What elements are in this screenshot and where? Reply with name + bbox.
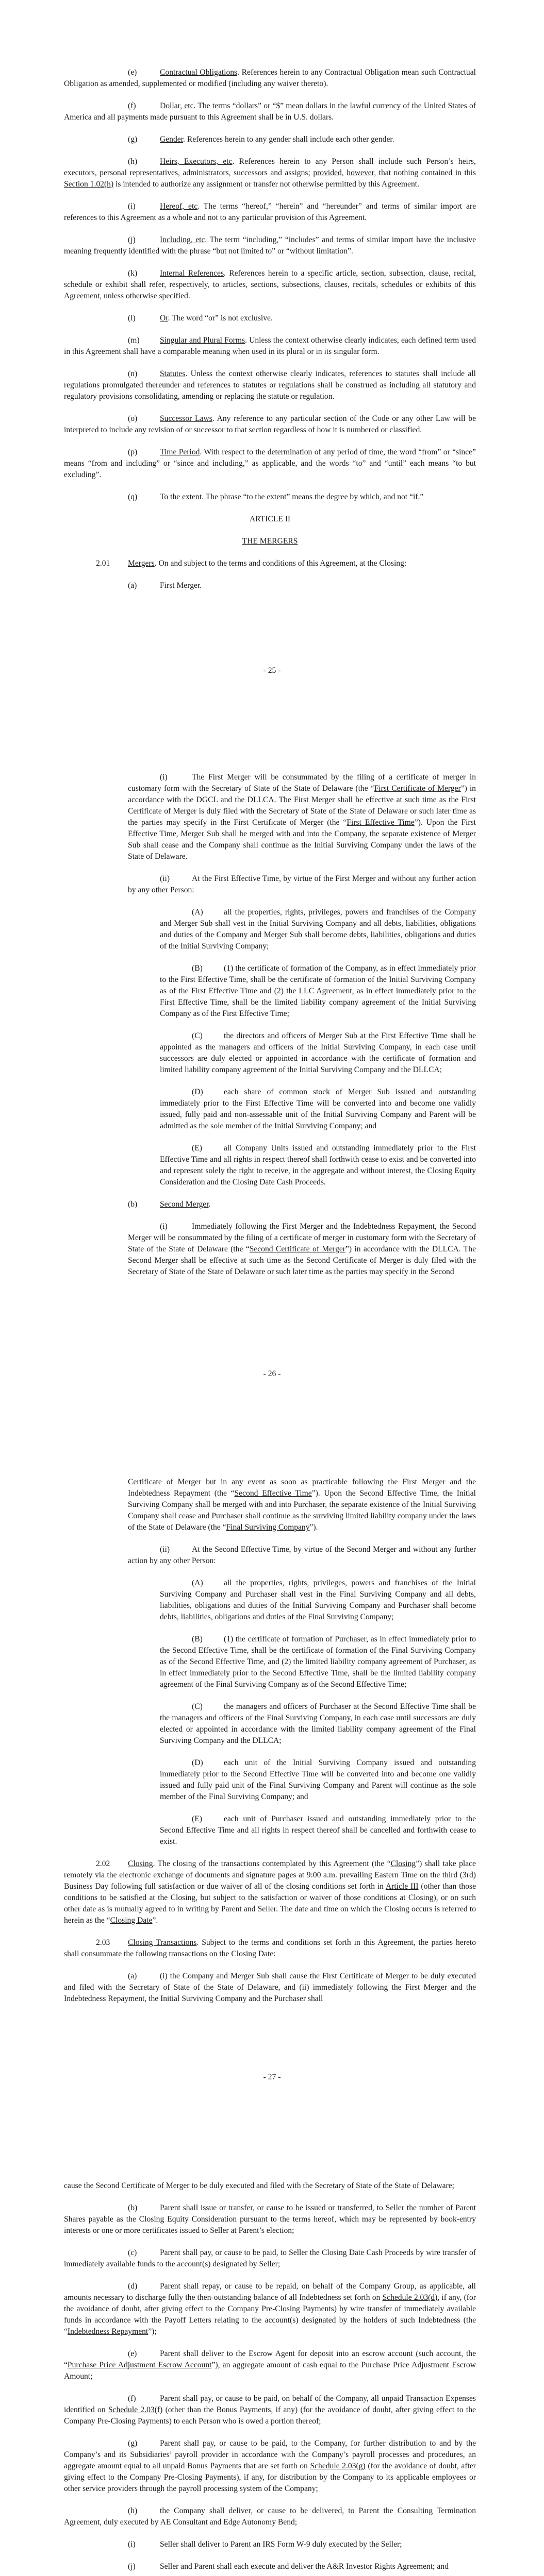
defined-term: Second Certificate of Merger [249, 1245, 345, 1253]
clause-k: (k) Internal References. References herein to a specific article, section, subsection, clause, recital, schedule or exhibit shall refer, respectively, to articles, sections, subsections, clauses, recitals, schedules or exhibits of this Agreement, unless otherwise specified. [64, 269, 476, 300]
clause-heading: Second Merger [160, 1200, 209, 1209]
page-number: - 25 - [263, 666, 281, 675]
defined-term: Final Surviving Company [226, 1523, 310, 1532]
defined-term: First Effective Time [347, 818, 415, 827]
page-body [64, 2180, 476, 2576]
clause-l: (l) Or. The word “or” is not exclusive. [128, 314, 273, 323]
page-26 [0, 703, 544, 1406]
page-number: - 26 - [263, 1369, 281, 1378]
clause-b: (b) Second Merger. [128, 1200, 211, 1209]
clause-heading: Singular and Plural Forms [160, 336, 245, 345]
section-2-03-a-continued: cause the Second Certificate of Merger to be duly executed and filed with the Secretary of State of the State of Delaware; [64, 2181, 455, 2190]
clause-heading: To the extent [160, 493, 202, 501]
section-2-03-c: (c) Parent shall pay, or cause to be paid, to Seller the Closing Date Cash Proceeds by wire transfer of immediately available funds to the account(s) designated by Seller; [64, 2248, 476, 2268]
section-reference: Section 1.02(h) [64, 180, 114, 189]
section-heading: Closing [128, 1859, 153, 1868]
clause-heading: Heirs, Executors, etc [160, 157, 233, 166]
clause-a-i: (i) The First Merger will be consummated by the filing of a certificate of merger in customary form with the Secretary of State of the State of Delaware (the “First Certificate of Merger”) in accordance with the DGCL and the DLLCA. The First Merger shall be effective at such time as the First Certificate of Merger is duly filed with the Secretary of State of the State of Delaware or such later time as the parties may specify in the First Certificate of Merger (the “First Effective Time”). Upon the First Effective Time, Merger Sub shall be merged with and into the Company, the separate existence of Merger Sub shall cease and the Company shall continue as the Initial Surviving Company under the laws of the State of Delaware. [128, 773, 476, 861]
clause-i: (i) Hereof, etc. The terms “hereof,” “herein” and “hereunder” and terms of similar import are references to this Agreement as a whole and not to any particular provision of this Agreement. [64, 202, 476, 222]
clause-a-ii-D: (D) each share of common stock of Merger Sub issued and outstanding immediately prior to the First Effective Time will be converted into and become one validly issued, fully paid and non-assessable unit of the Initial Surviving Company and Parent will be admitted as the sole member of the Initial Surviving Company; and [160, 1088, 476, 1130]
section-2-03-g: (g) Parent shall pay, or cause to be paid, to the Company, for further distribution to and by the Company’s and its Subsidiaries’ payroll provider in accordance with the Company’s payroll processes and procedures, an aggregate amount equal to all unpaid Bonus Payments that are set forth on Schedule 2.03(g) (for the avoidance of doubt, after giving effect to the Company Pre-Closing Payments), if any, for distribution by the Company to its applicable employees or other service providers through the payroll processing system of the Company; [64, 2439, 476, 2493]
defined-term: Second Effective Time [234, 1489, 312, 1498]
clause-j: (j) Including, etc. The term “including,” “includes” and terms of similar import have the inclusive meaning frequently identified with the phrase “but not limited to” or “without limitation”. [64, 235, 476, 256]
page-body [64, 67, 476, 591]
schedule-reference: Schedule 2.03(g) [310, 2462, 366, 2470]
clause-a-ii-A: (A) all the properties, rights, privileges, powers and franchises of the Company and Merger Sub shall vest in the Initial Surviving Company and all debts, liabilities, obligations and duties of the Company and Merger Sub shall become debts, liabilities, obligations and duties of the Initial Surviving Company; [160, 908, 476, 951]
page-body [64, 772, 476, 1278]
section-2-03-h: (h) the Company shall deliver, or cause to be delivered, to Parent the Consulting Termination Agreement, duly executed by AE Consultant and Edge Autonomy Bend; [64, 2506, 476, 2527]
section-2-03-a: (a) (i) the Company and Merger Sub shall cause the First Certificate of Merger to be duly executed and filed with the Secretary of State of the State of Delaware, and (ii) immediately following the First Merger and the Indebtedness Repayment, the Initial Surviving Company and the Purchaser shall [64, 1972, 476, 2003]
page-number: - 27 - [263, 2073, 281, 2081]
clause-heading: Hereof, etc [160, 202, 198, 211]
page-25 [0, 0, 544, 703]
clause-heading: Statutes [160, 369, 186, 378]
clause-b-ii-B: (B) (1) the certificate of formation of Purchaser, as in effect immediately prior to the Second Effective Time, shall be the certificate of formation of the Final Surviving Company as of the Second Effective Time, and (2) the limited liability company agreement of Purchaser, as in effect immediately prior to the Second Effective Time, shall be the limited liability company agreement of the Final Surviving Company as of the Second Effective Time; [160, 1635, 476, 1689]
page-27 [0, 1406, 544, 2110]
schedule-reference: Schedule 2.03(f) [108, 2405, 163, 2414]
clause-a-ii-B: (B) (1) the certificate of formation of the Company, as in effect immediately prior to the First Effective Time, shall be the certificate of formation of the Initial Surviving Company as of the First Effective Time and (2) the LLC Agreement, as in effect immediately prior to the First Effective Time, shall be the limited liability company agreement of the Initial Surviving Company as of the First Effective Time; [160, 964, 476, 1018]
page-body [64, 1477, 476, 2005]
clause-heading: Or [160, 314, 168, 323]
clause-heading: Including, etc [160, 235, 205, 244]
clause-b-ii-A: (A) all the properties, rights, privileges, powers and franchises of the Initial Surviving Company and Purchaser shall vest in the Final Surviving Company and all debts, liabilities, obligations and duties of the Initial Surviving Company and Purchaser shall become debts, liabilities, obligations and duties of the Final Surviving Company; [160, 1579, 476, 1621]
clause-m: (m) Singular and Plural Forms. Unless the context otherwise clearly indicates, each defined term used in this Agreement shall have a comparable meaning when used in its plural or in its singular form. [64, 336, 476, 356]
section-2-03-j: (j) Seller and Parent shall each execute and deliver the A&R Investor Rights Agreement; and [128, 2562, 449, 2571]
clause-a-ii: (ii) At the First Effective Time, by virtue of the First Merger and without any further action by any other Person: [128, 874, 476, 894]
section-2-02: 2.02 Closing. The closing of the transactions contemplated by this Agreement (the “Closing”) shall take place remotely via the electronic exchange of documents and signature pages at 9:00 a.m. prevailing Eastern Time on the third (3rd) Business Day following full satisfaction or due waiver of all of the closing conditions set forth in Article III (other than those conditions to be satisfied at the Closing, but subject to the satisfaction or waiver of those conditions at Closing), or on such other date as is mutually agreed to in writing by Parent and Seller. The date and time on which the Closing occurs is referred to herein as the “Closing Date”. [64, 1859, 476, 1925]
clause-heading: Dollar, etc [160, 101, 194, 110]
defined-term: Closing Date [110, 1916, 153, 1925]
clause-b-ii-C: (C) the managers and officers of Purchaser at the Second Effective Time shall be the managers and officers of the Final Surviving Company, in each case until successors are duly elected or appointed in accordance with the limited liability company agreement of the Final Surviving Company and the DLLCA; [160, 1702, 476, 1745]
defined-term: Closing [390, 1859, 416, 1868]
clause-a-ii-C: (C) the directors and officers of Merger Sub at the First Effective Time shall be appointed as the managers and officers of the Initial Surviving Company, in each case until successors are duly elected or appointed in accordance with the certificate of formation and limited liability company agreement of the Initial Surviving Company and the DLLCA; [160, 1031, 476, 1074]
clause-a-ii-E: (E) all Company Units issued and outstanding immediately prior to the First Effective Time and all rights in respect thereof shall forthwith cease to exist and be converted into and represent solely the right to receive, in the aggregate and without interest, the Closing Equity Consideration and the Closing Date Cash Proceeds. [160, 1144, 476, 1187]
section-2-03-i: (i) Seller shall deliver to Parent an IRS Form W-9 duly executed by the Seller; [128, 2540, 402, 2549]
section-2-01: 2.01 Mergers. On and subject to the terms and conditions of this Agreement, at the Closing: [96, 559, 407, 568]
clause-e: (e) Contractual Obligations. References herein to any Contractual Obligation mean such Contractual Obligation as amended, supplemented or modified (including any waiver thereto). [64, 68, 476, 88]
schedule-reference: Schedule 2.03(d) [382, 2293, 438, 2302]
article-reference: Article III [385, 1882, 419, 1891]
clause-n: (n) Statutes. Unless the context otherwise clearly indicates, references to statutes shall include all regulations promulgated thereunder and references to statutes or regulations shall be construed as including all statutory and regulatory provisions consolidating, amending or replacing the statute or regulation. [64, 369, 476, 401]
defined-term: Purchase Price Adjustment Escrow Account [67, 2361, 212, 2369]
section-2-03-d: (d) Parent shall repay, or cause to be repaid, on behalf of the Company Group, as applicable, all amounts necessary to discharge fully the then-outstanding balance of all Indebtedness set forth on Schedule 2.03(d), if any, (for the avoidance of doubt, after giving effect to the Company Pre-Closing Payments) by wire transfer of immediately available funds in accordance with the Payoff Letters relating to the account(s) designated by the holders of such Indebtedness (the “Indebtedness Repayment”); [64, 2282, 476, 2336]
clause-f: (f) Dollar, etc. The terms “dollars” or “$” mean dollars in the lawful currency of the United States of America and all payments made pursuant to this Agreement shall be in U.S. dollars. [64, 101, 476, 122]
section-2-03-e: (e) Parent shall deliver to the Escrow Agent for deposit into an escrow account (such account, the “Purchase Price Adjustment Escrow Account”), an aggregate amount of cash equal to the Purchase Price Adjustment Escrow Amount; [64, 2349, 476, 2381]
defined-term: First Certificate of Merger [374, 784, 461, 793]
section-2-01-a: (a) First Merger. [128, 581, 202, 590]
article-title: THE MERGERS [242, 537, 298, 546]
clause-heading: Contractual Obligations [160, 68, 238, 77]
clause-o: (o) Successor Laws. Any reference to any particular section of the Code or any other Law will be interpreted to include any revision of or successor to that section regardless of how it is numbered or classified. [64, 414, 476, 434]
clause-b-ii-D: (D) each unit of the Initial Surviving Company issued and outstanding immediately prior to the Second Effective Time will be converted into and become one validly issued and fully paid unit of the Final Surviving Company and Parent will continue as the sole member of the Final Surviving Company; and [160, 1758, 476, 1801]
clause-b-ii: (ii) At the Second Effective Time, by virtue of the Second Merger and without any further action by any other Person: [128, 1545, 476, 1565]
section-2-03-f: (f) Parent shall pay, or cause to be paid, on behalf of the Company, all unpaid Transaction Expenses identified on Schedule 2.03(f) (other than the Bonus Payments, if any) (for the avoidance of doubt, after giving effect to the Company Pre-Closing Payments) to each Person who is owed a portion thereof; [64, 2394, 476, 2426]
section-heading: Closing Transactions [128, 1938, 197, 1947]
clause-heading: Successor Laws [160, 414, 212, 423]
article-number: ARTICLE II [249, 515, 291, 523]
clause-p: (p) Time Period. With respect to the determination of any period of time, the word “from” or “since” means “from and including” or “since and including,” as applicable, and the words “to” and “until” each means “to but excluding”. [64, 448, 476, 479]
clause-b-ii-E: (E) each unit of Purchaser issued and outstanding immediately prior to the Second Effective Time and all rights in respect thereof shall be cancelled and forthwith cease to exist. [160, 1815, 476, 1846]
clause-b-i: (i) Immediately following the First Merger and the Indebtedness Repayment, the Second Merger will be consummated by the filing of a certificate of merger in customary form with the Secretary of State of the State of Delaware (the “Second Certificate of Merger”) in accordance with the DLLCA. The Second Merger shall be effective at such time as the Second Certificate of Merger is duly filed with the Secretary of State of the State of Delaware or such later time as the parties may specify in the Second [128, 1222, 476, 1276]
section-heading: Mergers [128, 559, 155, 568]
clause-heading: Gender [160, 135, 184, 144]
clause-h: (h) Heirs, Executors, etc. References herein to any Person shall include such Person’s heirs, executors, personal representatives, administrators, successors and assigns; provided, however, that nothing contained in this Section 1.02(h) is intended to authorize any assignment or transfer not otherwise permitted by this Agreement. [64, 157, 476, 189]
clause-q: (q) To the extent. The phrase “to the extent” means the degree by which, and not “if.” [128, 493, 424, 501]
page-28 [0, 2110, 544, 2576]
section-2-03: 2.03 Closing Transactions. Subject to the terms and conditions set forth in this Agreement, the parties hereto shall consummate the following transactions on the Closing Date: [64, 1938, 476, 1958]
clause-heading: Time Period [160, 448, 200, 456]
section-2-03-b: (b) Parent shall issue or transfer, or cause to be issued or transferred, to Seller the number of Parent Shares payable as the Closing Equity Consideration pursuant to the terms hereof, which may be represented by book-entry interests or one or more certificates issued to Seller at Parent’s election; [64, 2204, 476, 2235]
clause-heading: Internal References [160, 269, 224, 278]
clause-b-i-continued: Certificate of Merger but in any event as soon as practicable following the First Merger and the Indebtedness Repayment (the “Second Effective Time”). Upon the Second Effective Time, the Initial Surviving Company shall be merged with and into Purchaser, the separate existence of the Initial Surviving Company shall cease and Purchaser shall continue as the surviving limited liability company under the laws of the State of Delaware (the “Final Surviving Company”). [128, 1478, 476, 1532]
defined-term: Indebtedness Repayment [67, 2327, 149, 2336]
clause-g: (g) Gender. References herein to any gender shall include each other gender. [128, 135, 394, 144]
